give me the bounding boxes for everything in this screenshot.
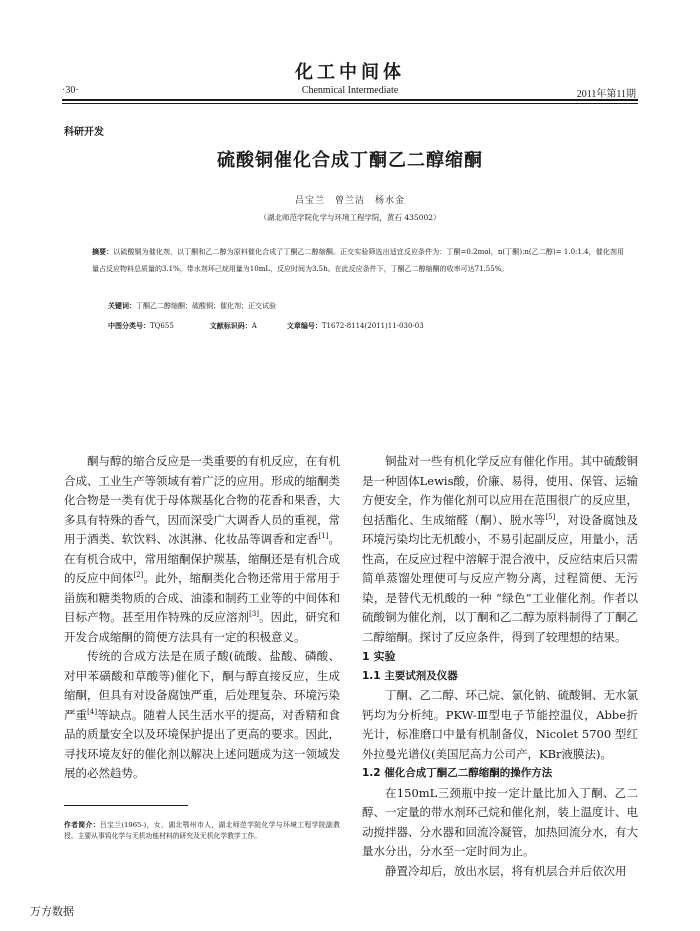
footnote-text: 吕宝兰(1965-)，女，湖北鄂州市人，湖北师范学院化学与环境工程学院副教授。主要从事钨化学与无机功能材料的研究及无机化学教学工作。 [64,821,340,840]
abstract-text: 以硫酸铜为催化剂，以丁酮和乙二醇为原料催化合成了丁酮乙二醇缩酮。正交实验筛选出适宜反应条件为：丁酮=0.2mol，n(丁酮):n(乙二醇)= 1.0:1.4，催化剂用量占反应物料总质量的3.1%，带水剂环己烷用量为10mL，反应时间为3.5h。在此反应条件下，丁酮乙二醇缩酮的收率可达71.55%。 [92,248,624,273]
watermark: 万方数据 [30,905,74,918]
abstract-label: 摘要： [92,247,114,256]
page-number: ·30· [62,85,79,96]
keywords-text: 丁酮乙二醇缩酮；硫酸铜；催化剂；正交试验 [136,302,276,310]
keywords-label: 关键词： [108,301,136,310]
article-id-label: 文章编号： [286,321,322,330]
journal-title-en: Chenmical Intermediate [301,85,399,96]
author-footnote [64,820,340,841]
affiliation: （湖北师范学院化学与环境工程学院，黄石 435002） [259,213,441,222]
heading-reagents: 1.1 主要试剂及仪器 [362,669,458,682]
intro-paragraph-2: 传统的合成方法是在质子酸(硫酸、盐酸、磷酸、对甲苯磺酸和草酸等)催化下，酮与醇直接反应，生成缩酮，但具有对设备腐蚀严重，后处理复杂、环境污染严重[4]等缺点。随着人民生活水平的提高，对香精和食品的质量安全以及环境保护提出了更高的要求。因此，寻找环境友好的催化剂以解决上述问题成为这一领域发展的必然趋势。 [64,649,341,780]
section-label: 科研开发 [64,127,104,138]
intro-paragraph-1: 酮与醇的缩合反应是一类重要的有机反应，在有机合成、工业生产等领域有着广泛的应用。形成的缩酮类化合物是一类有优于母体羰基化合物的花香和果香，大多具有特殊的香气，因而深受广大调香人员的重视，常用于酒类、软饮料、冰淇淋、化妆品等调香和定香[1]。在有机合成中，常用缩酮保护羰基，缩酮还是有机合成的反应中间体[2]。此外，缩酮类化合物还常用于常用于甾族和糖类物质的合成、油漆和制药工业等的中间体和目标产物。甚至用作特殊的反应溶剂[3]。因此，研究和开发合成缩酮的简便方法具有一定的积极意义。 [64,454,341,644]
procedure-paragraph-1: 在150mL三颈瓶中按一定计量比加入丁酮、乙二醇、一定量的带水剂环己烷和催化剂，装上温度计、电动搅拌器、分水器和回流冷凝管，加热回流分水，有大量水分出，分水至一定时间为止。 [362,785,638,858]
clc-value: TQ655 [150,322,174,330]
footnote-rule [64,805,188,806]
abstract [92,244,624,277]
heading-procedure: 1.2 催化合成丁酮乙二醇缩酮的操作方法 [362,767,553,779]
header-rule-thin [62,103,638,104]
keywords [108,301,276,311]
authors: 吕宝兰 曾兰洁 杨水金 [294,196,405,206]
header-rule [62,99,638,101]
issue-label: 2011年第11期 [576,89,636,100]
classification-line [108,321,424,331]
doc-code-value: A [251,322,257,330]
heading-experiment: 1 实验 [362,650,396,663]
article-title: 硫酸铜催化合成丁酮乙二醇缩酮 [217,150,483,171]
intro-paragraph-3: 铜盐对一些有机化学反应有催化作用。其中硫酸铜是一种固体Lewis酸，价廉、易得，使用、保管、运输方便安全，作为催化剂可以应用在范围很广的反应里，包括酯化、生成缩醛（酮）、脱水等[5]，对设备腐蚀及环境污染均比无机酸小，不易引起副反应，用量小，活性高，在反应过程中溶解于混合液中，反应结束后只需简单蒸馏处理便可与反应产物分离，过程简便、无污染，是替代无机酸的一种 “绿色”工业催化剂。作者以硫酸铜为催化剂，以丁酮和乙二醇为原料制得了丁酮乙二醇缩酮。探讨了反应条件，得到了较理想的结果。 [362,454,639,644]
doc-code-label: 文献标识码： [209,321,252,330]
clc-label: 中图分类号： [108,321,150,330]
journal-title-cn: 化工中间体 [295,62,405,83]
procedure-paragraph-2: 静置冷却后，放出水层，将有机层合并后依次用 [385,863,627,878]
article-id-value: T1672-8114(2011)11-030-03 [321,322,424,330]
body-right-column [362,452,638,881]
footnote-label: 作者简介： [64,821,100,829]
body-left-column [64,452,340,784]
reagents-paragraph: 丁酮、乙二醇、环己烷、氯化钠、硫酸铜、无水氯钙均为分析纯。PKW-Ⅲ型电子节能控温仪，Abbe折光计，标准磨口中量有机制备仪，Nicolet 5700 型红外拉曼光谱仪(美国尼高力公司产，KBr液膜法)。 [362,688,638,761]
